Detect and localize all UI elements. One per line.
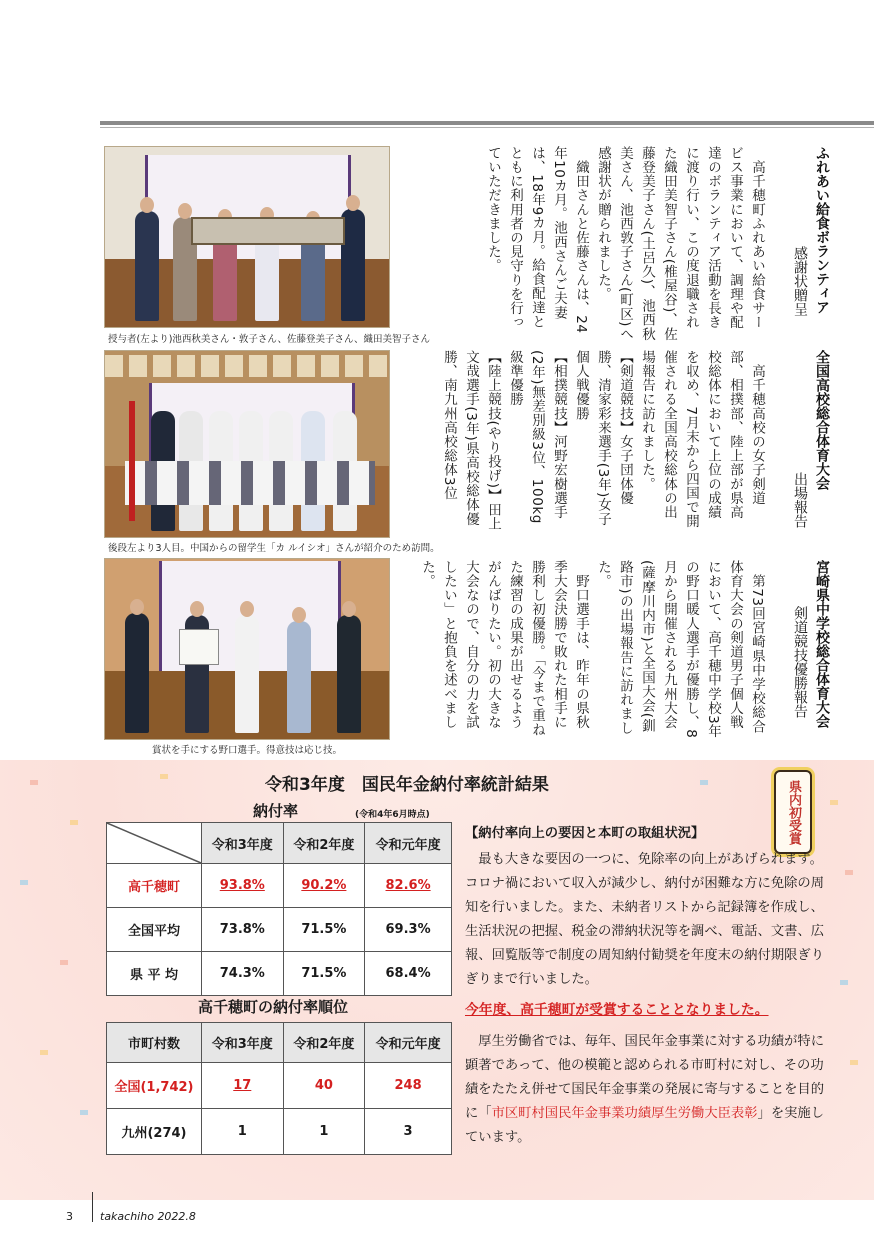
rank-cell: 1 bbox=[283, 1109, 365, 1155]
article1-subtitle: 感謝状贈呈 bbox=[792, 246, 808, 316]
article2-title: 全国高校総合体育大会 bbox=[814, 350, 830, 490]
diagonal-line bbox=[107, 823, 201, 863]
factor-heading: 【納付率向上の要因と本町の取組状況】 bbox=[465, 826, 705, 841]
rate-header-r3: 令和3年度 bbox=[202, 823, 284, 864]
rate-cell: 71.5% bbox=[283, 908, 365, 952]
factor-body: 最も大きな要因の一つに、免除率の向上があげられます。コロナ禍において収入が減少し、納付が困難な方に免除の周知を行いました。また、未納者リストから記録簿を作成し、生活状況の把握、税金の滞納状況等を調べ、電話、文書、広報、回覧版等で制度の周知納付勧奨を年度末の納付期限ぎりぎりまで行いました。 bbox=[465, 852, 825, 987]
rate-table-corner bbox=[107, 823, 202, 864]
award-body-pre: 厚生労働省では、毎年、国民年金事業に対する功績が特に顕著であって、他の模範と認められる市町村に対し、その功績をたたえ併せて国民年金事業の発展に寄与することを目的に「 bbox=[465, 1034, 825, 1121]
rank-row-label: 九州(274) bbox=[107, 1109, 202, 1155]
rate-as-of: (令和4年6月時点) bbox=[355, 810, 430, 820]
rank-header-count: 市町村数 bbox=[107, 1023, 202, 1063]
pension-title: 令和3年度 国民年金納付率統計結果 bbox=[265, 775, 549, 795]
rank-row-label: 全国(1,742) bbox=[107, 1063, 202, 1109]
rate-table bbox=[106, 822, 452, 996]
rate-cell: 68.4% bbox=[365, 952, 452, 996]
article2-subtitle: 出場報告 bbox=[792, 472, 808, 528]
article3-subtitle: 剣道競技優勝報告 bbox=[792, 606, 808, 718]
rank-header-r3: 令和3年度 bbox=[202, 1023, 284, 1063]
rank-cell: 1 bbox=[202, 1109, 284, 1155]
article1-body: 高千穂町ふれあい給食サービス事業において、調理や配達のボランティア活動を長きに渡り行い、この度退職された織田美智子さん(椎屋谷)、佐藤登美子さん(土呂久)、池西秋美さん、池西敦子さん(町区)へ感謝状が贈られました。 織田さんと佐藤さんは、24年10カ月。池西さんご夫妻は、18年9カ月。給食配達とともに利用者の見守りを行っていただきました。 bbox=[485, 146, 765, 342]
rank-header-r1: 令和元年度 bbox=[365, 1023, 452, 1063]
photo3-caption: 賞状を手にする野口選手。得意技は応じ技。 bbox=[152, 745, 343, 756]
article3-title: 宮崎県中学校総合体育大会 bbox=[814, 560, 830, 728]
photo-volunteer-award bbox=[104, 146, 390, 328]
photo1-caption: 授与者(左より)池西秋美さん・敦子さん、佐藤登美子さん、織田美智子さん bbox=[108, 334, 431, 345]
rate-cell: 90.2% bbox=[283, 864, 365, 908]
rank-table bbox=[106, 1022, 452, 1155]
rate-cell: 73.8% bbox=[202, 908, 284, 952]
header-rule-thin bbox=[100, 127, 874, 128]
rate-heading: 納付率 bbox=[253, 802, 299, 820]
photo-highschool-team bbox=[104, 350, 390, 538]
rank-heading: 高千穂町の納付率順位 bbox=[198, 998, 349, 1016]
rate-cell: 69.3% bbox=[365, 908, 452, 952]
photo-kendo-winner bbox=[104, 558, 390, 740]
rank-header-r2: 令和2年度 bbox=[283, 1023, 365, 1063]
award-body bbox=[465, 1030, 825, 1150]
photo2-caption: 後段左より3人目。中国からの留学生「カ ルイシオ」さんが紹介のため訪問。 bbox=[108, 543, 440, 554]
rank-cell: 248 bbox=[365, 1063, 452, 1109]
magazine-name: takachiho 2022.8 bbox=[100, 1210, 196, 1223]
rate-cell: 71.5% bbox=[283, 952, 365, 996]
award-name: 市区町村国民年金事業功績厚生労働大臣表彰 bbox=[491, 1106, 758, 1121]
article1-title: ふれあい給食ボランティア bbox=[814, 146, 830, 314]
article2-body: 高千穂高校の女子剣道部、相撲部、陸上部が県高校総体において上位の成績を収め、7月末から四国で開催される全国高校総体の出場報告に訪れました。 【剣道競技】女子団体優勝、清家彩来選手(3年)女子個人戦優勝 【相撲競技】河野宏樹選手(2年)無差別級3位、100kg級準優勝 【陸上競技(やり投げ)】田上文哉選手(3年)県高校総体優勝、南九州高校総体3位 bbox=[441, 350, 765, 531]
award-body-post: 」を実施しています。 bbox=[465, 1106, 825, 1145]
rate-row-label: 高千穂町 bbox=[107, 864, 202, 908]
rate-header-r1: 令和元年度 bbox=[365, 823, 452, 864]
award-badge: 県内初受賞 bbox=[774, 770, 812, 854]
rank-cell: 17 bbox=[202, 1063, 284, 1109]
rank-cell: 40 bbox=[283, 1063, 365, 1109]
rate-row-label: 全国平均 bbox=[107, 908, 202, 952]
rate-cell: 82.6% bbox=[365, 864, 452, 908]
award-line: 今年度、高千穂町が受賞することとなりました。 bbox=[465, 1002, 769, 1018]
rate-cell: 74.3% bbox=[202, 952, 284, 996]
footer-divider bbox=[92, 1192, 93, 1222]
rate-header-r2: 令和2年度 bbox=[283, 823, 365, 864]
rate-cell: 93.8% bbox=[202, 864, 284, 908]
page-number: 3 bbox=[66, 1210, 73, 1223]
header-rule bbox=[100, 121, 874, 125]
article3-body: 第73回宮崎県中学校総合体育大会の剣道男子個人戦において、高千穂中学校3年の野口暖人選手が優勝し、8月から開催される九州大会(薩摩川内市)と全国大会(釧路市)の出場報告に訪れました。 野口選手は、昨年の県秋季大会決勝で敗れた相手に勝利し初優勝。「今まで重ねた練習の成果が出せるようがんばりたい。初の大きな大会なので、自分の力を試したい」と抱負を述べました。 bbox=[419, 560, 765, 739]
rank-cell: 3 bbox=[365, 1109, 452, 1155]
rate-row-label: 県 平 均 bbox=[107, 952, 202, 996]
